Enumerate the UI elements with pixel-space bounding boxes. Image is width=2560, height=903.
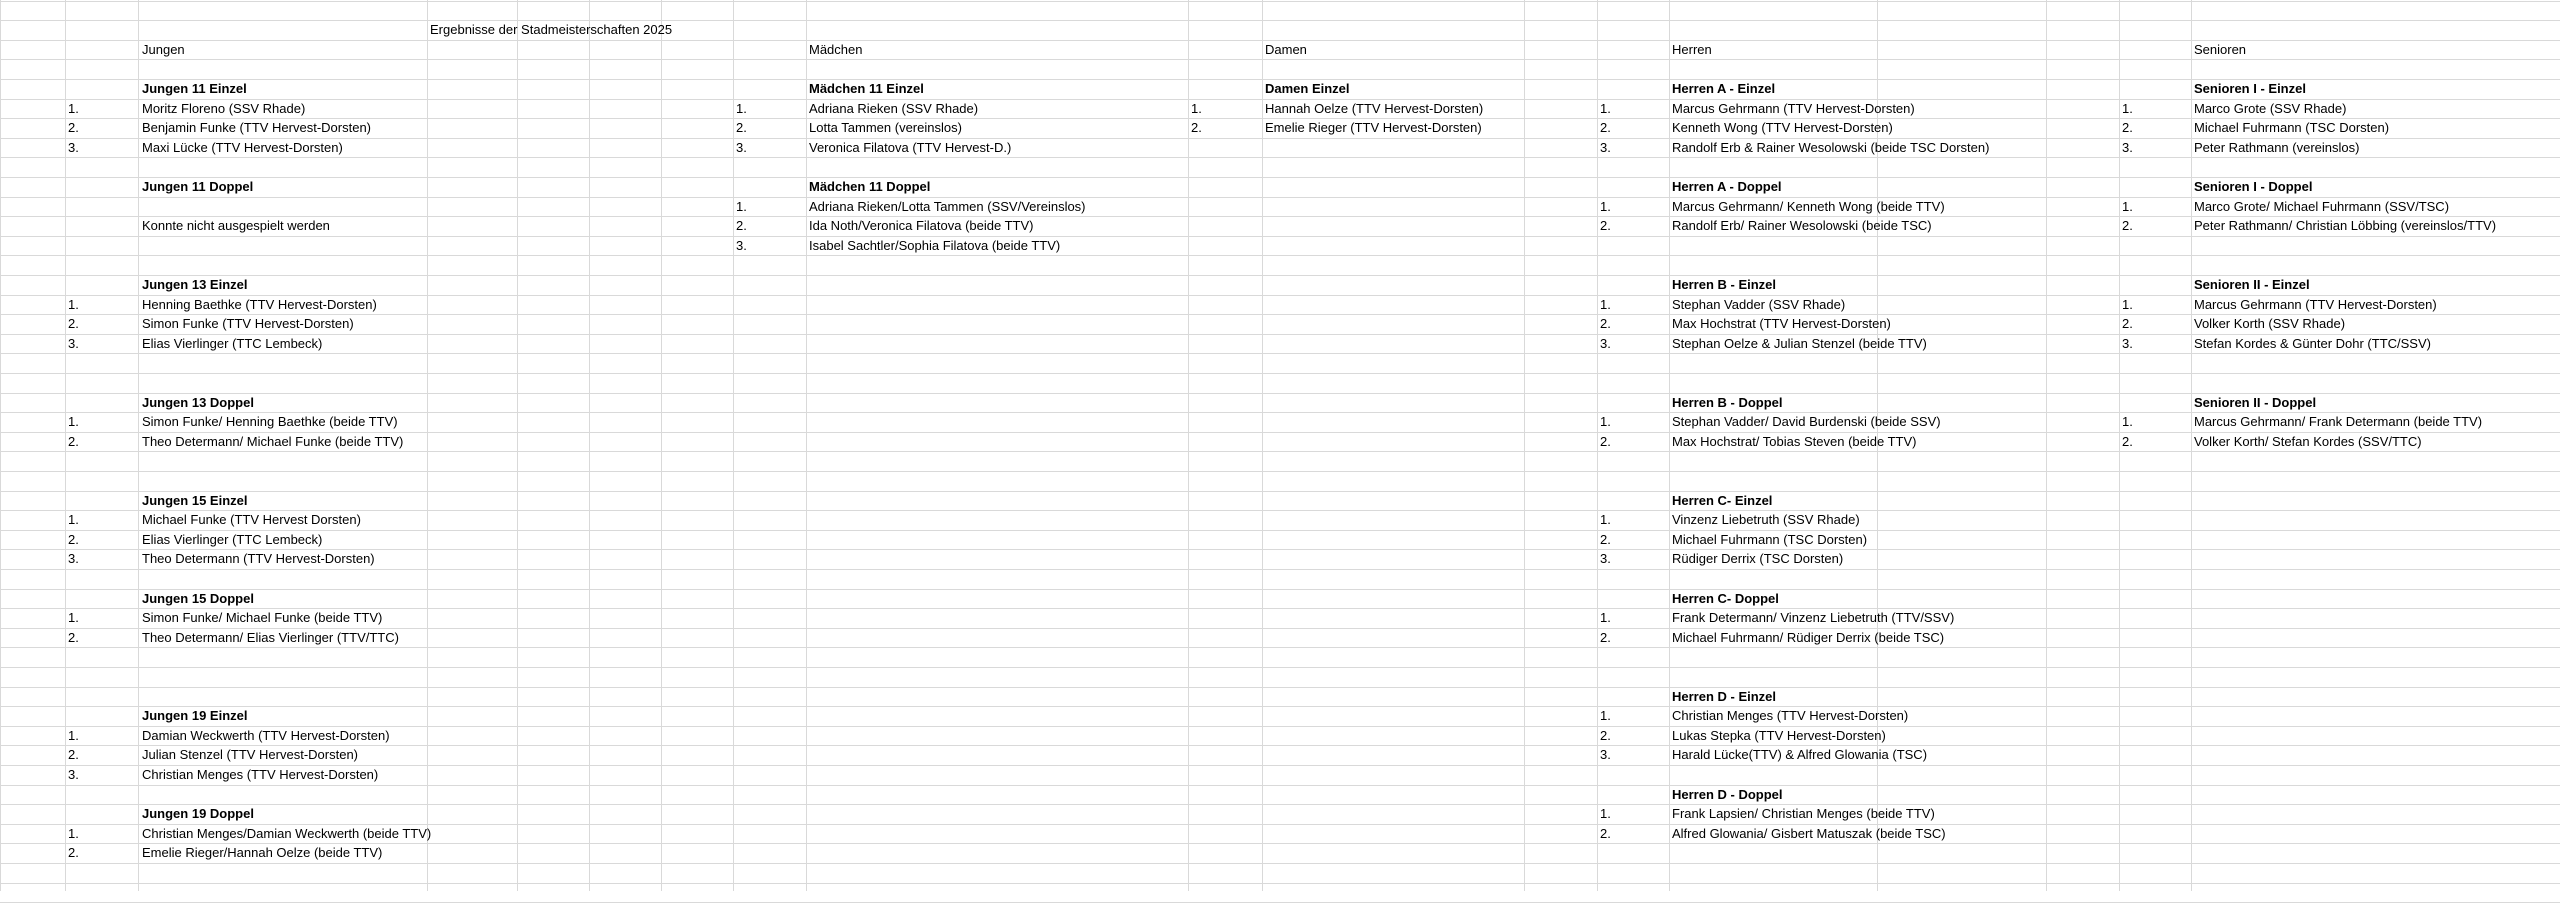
placement-rank[interactable]: 1.: [68, 296, 79, 312]
placement-name[interactable]: Ida Noth/Veronica Filatova (beide TTV): [809, 218, 1034, 234]
placement-rank[interactable]: 1.: [1600, 100, 1611, 116]
placement-rank[interactable]: 2.: [736, 218, 747, 234]
placement-name[interactable]: Volker Korth/ Stefan Kordes (SSV/TTC): [2194, 433, 2422, 449]
section-title[interactable]: Herren C- Einzel: [1672, 492, 1773, 508]
placement-name[interactable]: Marco Grote/ Michael Fuhrmann (SSV/TSC): [2194, 198, 2450, 214]
row-gridline: [0, 647, 2560, 648]
placement-name[interactable]: Emelie Rieger/Hannah Oelze (beide TTV): [142, 845, 383, 861]
row-gridline: [0, 177, 2560, 178]
row-gridline: [0, 216, 2560, 217]
placement-name[interactable]: Michael Fuhrmann (TSC Dorsten): [1672, 531, 1868, 547]
placement-rank[interactable]: 3.: [68, 766, 79, 782]
row-gridline: [0, 530, 2560, 531]
placement-name[interactable]: Stephan Vadder/ David Burdenski (beide SSV): [1672, 414, 1941, 430]
placement-name[interactable]: Volker Korth (SSV Rhade): [2194, 316, 2346, 332]
row-gridline: [0, 765, 2560, 766]
column-gridline: [517, 0, 518, 891]
placement-name[interactable]: Adriana Rieken/Lotta Tammen (SSV/Vereinslos): [809, 198, 1086, 214]
note-text[interactable]: Konnte nicht ausgespielt werden: [142, 218, 330, 234]
section-title[interactable]: Senioren II - Einzel: [2194, 276, 2310, 292]
column-gridline: [589, 0, 590, 891]
placement-name[interactable]: Damian Weckwerth (TTV Hervest-Dorsten): [142, 727, 390, 743]
category-header-damen[interactable]: Damen: [1265, 41, 1307, 57]
placement-name[interactable]: Stephan Vadder (SSV Rhade): [1672, 296, 1846, 312]
placement-name[interactable]: Christian Menges/Damian Weckwerth (beide TTV): [142, 825, 432, 841]
placement-name[interactable]: Harald Lücke(TTV) & Alfred Glowania (TSC): [1672, 747, 1928, 763]
placement-name[interactable]: Simon Funke/ Michael Funke (beide TTV): [142, 610, 383, 626]
category-header-maedchen[interactable]: Mädchen: [809, 41, 863, 57]
row-gridline: [0, 353, 2560, 354]
section-title[interactable]: Damen Einzel: [1265, 80, 1350, 96]
placement-rank[interactable]: 3.: [68, 139, 79, 155]
placement-name[interactable]: Elias Vierlinger (TTC Lembeck): [142, 335, 323, 351]
row-gridline: [0, 608, 2560, 609]
placement-rank[interactable]: 3.: [1600, 747, 1611, 763]
placement-rank[interactable]: 2.: [68, 747, 79, 763]
category-header-senioren[interactable]: Senioren: [2194, 41, 2247, 57]
placement-rank[interactable]: 1.: [68, 100, 79, 116]
sheet-title[interactable]: Ergebnisse der Stadmeisterschaften 2025: [430, 22, 673, 38]
row-gridline: [0, 706, 2560, 707]
row-gridline: [0, 451, 2560, 452]
placement-name[interactable]: Christian Menges (TTV Hervest-Dorsten): [1672, 708, 1909, 724]
placement-name[interactable]: Kenneth Wong (TTV Hervest-Dorsten): [1672, 120, 1893, 136]
section-title[interactable]: Mädchen 11 Doppel: [809, 178, 931, 194]
placement-name[interactable]: Randolf Erb/ Rainer Wesolowski (beide TSC): [1672, 218, 1932, 234]
column-gridline: [427, 0, 428, 891]
row-gridline: [0, 843, 2560, 844]
row-gridline: [0, 883, 2560, 884]
row-gridline: [0, 667, 2560, 668]
section-title[interactable]: Senioren I - Einzel: [2194, 80, 2306, 96]
placement-rank[interactable]: 1.: [2122, 198, 2133, 214]
section-title[interactable]: Jungen 19 Einzel: [142, 708, 248, 724]
section-title[interactable]: Jungen 15 Einzel: [142, 492, 248, 508]
placement-rank[interactable]: 3.: [736, 139, 747, 155]
placement-name[interactable]: Marcus Gehrmann (TTV Hervest-Dorsten): [1672, 100, 1915, 116]
row-gridline: [0, 295, 2560, 296]
row-gridline: [0, 687, 2560, 688]
placement-rank[interactable]: 1.: [1600, 198, 1611, 214]
placement-rank[interactable]: 2.: [68, 845, 79, 861]
placement-rank[interactable]: 1.: [2122, 414, 2133, 430]
column-gridline: [1524, 0, 1525, 891]
placement-rank[interactable]: 1.: [1600, 512, 1611, 528]
placement-rank[interactable]: 2.: [2122, 218, 2133, 234]
placement-rank[interactable]: 1.: [2122, 100, 2133, 116]
placement-rank[interactable]: 2.: [68, 531, 79, 547]
row-gridline: [0, 393, 2560, 394]
placement-name[interactable]: Max Hochstrat/ Tobias Steven (beide TTV): [1672, 433, 1917, 449]
placement-rank[interactable]: 1.: [736, 100, 747, 116]
placement-name[interactable]: Rüdiger Derrix (TSC Dorsten): [1672, 551, 1844, 567]
placement-rank[interactable]: 2.: [736, 120, 747, 136]
placement-name[interactable]: Theo Determann (TTV Hervest-Dorsten): [142, 551, 375, 567]
placement-rank[interactable]: 1.: [68, 610, 79, 626]
placement-name[interactable]: Adriana Rieken (SSV Rhade): [809, 100, 979, 116]
section-title[interactable]: Herren A - Einzel: [1672, 80, 1776, 96]
placement-name[interactable]: Max Hochstrat (TTV Hervest-Dorsten): [1672, 316, 1891, 332]
placement-rank[interactable]: 2.: [1600, 629, 1611, 645]
category-header-jungen[interactable]: Jungen: [142, 41, 185, 57]
placement-name[interactable]: Lukas Stepka (TTV Hervest-Dorsten): [1672, 727, 1886, 743]
placement-name[interactable]: Michael Fuhrmann/ Rüdiger Derrix (beide TSC): [1672, 629, 1945, 645]
placement-name[interactable]: Alfred Glowania/ Gisbert Matuszak (beide TSC): [1672, 825, 1946, 841]
row-gridline: [0, 471, 2560, 472]
placement-rank[interactable]: 2.: [1600, 825, 1611, 841]
placement-name[interactable]: Isabel Sachtler/Sophia Filatova (beide TTV): [809, 237, 1061, 253]
placement-rank[interactable]: 1.: [1600, 708, 1611, 724]
placement-name[interactable]: Julian Stenzel (TTV Hervest-Dorsten): [142, 747, 359, 763]
placement-rank[interactable]: 1.: [1600, 806, 1611, 822]
row-gridline: [0, 236, 2560, 237]
row-gridline: [0, 20, 2560, 21]
placement-rank[interactable]: 2.: [68, 433, 79, 449]
row-gridline: [0, 275, 2560, 276]
placement-name[interactable]: Veronica Filatova (TTV Hervest-D.): [809, 139, 1012, 155]
row-gridline: [0, 549, 2560, 550]
row-gridline: [0, 785, 2560, 786]
placement-rank[interactable]: 1.: [736, 198, 747, 214]
placement-name[interactable]: Randolf Erb & Rainer Wesolowski (beide TSC Dorsten): [1672, 139, 1990, 155]
section-title[interactable]: Herren D - Doppel: [1672, 786, 1783, 802]
row-gridline: [0, 863, 2560, 864]
placement-rank[interactable]: 3.: [1600, 335, 1611, 351]
row-gridline: [0, 138, 2560, 139]
placement-name[interactable]: Frank Determann/ Vinzenz Liebetruth (TTV/SSV): [1672, 610, 1955, 626]
section-title[interactable]: Senioren II - Doppel: [2194, 394, 2317, 410]
placement-name[interactable]: Simon Funke (TTV Hervest-Dorsten): [142, 316, 354, 332]
placement-rank[interactable]: 1.: [68, 727, 79, 743]
section-title[interactable]: Jungen 19 Doppel: [142, 806, 254, 822]
placement-rank[interactable]: 2.: [68, 120, 79, 136]
column-gridline: [138, 0, 139, 891]
placement-rank[interactable]: 2.: [1600, 218, 1611, 234]
column-gridline: [661, 0, 662, 891]
row-gridline: [0, 1, 2560, 2]
row-gridline: [0, 373, 2560, 374]
row-gridline: [0, 569, 2560, 570]
placement-name[interactable]: Christian Menges (TTV Hervest-Dorsten): [142, 766, 379, 782]
placement-name[interactable]: Moritz Floreno (SSV Rhade): [142, 100, 306, 116]
placement-name[interactable]: Peter Rathmann/ Christian Löbbing (vereinslos/TTV): [2194, 218, 2497, 234]
placement-rank[interactable]: 1.: [68, 414, 79, 430]
placement-name[interactable]: Theo Determann/ Elias Vierlinger (TTV/TTC): [142, 629, 399, 645]
section-title[interactable]: Herren D - Einzel: [1672, 688, 1777, 704]
row-gridline: [0, 255, 2560, 256]
placement-rank[interactable]: 2.: [68, 316, 79, 332]
section-title[interactable]: Herren A - Doppel: [1672, 178, 1782, 194]
placement-name[interactable]: Michael Funke (TTV Hervest Dorsten): [142, 512, 361, 528]
placement-rank[interactable]: 2.: [1191, 120, 1202, 136]
row-gridline: [0, 334, 2560, 335]
placement-name[interactable]: Vinzenz Liebetruth (SSV Rhade): [1672, 512, 1860, 528]
placement-rank[interactable]: 1.: [1600, 610, 1611, 626]
placement-name[interactable]: Marcus Gehrmann (TTV Hervest-Dorsten): [2194, 296, 2437, 312]
placement-rank[interactable]: 3.: [1600, 139, 1611, 155]
placement-name[interactable]: Henning Baethke (TTV Hervest-Dorsten): [142, 296, 377, 312]
section-title[interactable]: Jungen 15 Doppel: [142, 590, 254, 606]
placement-name[interactable]: Stefan Kordes & Günter Dohr (TTC/SSV): [2194, 335, 2431, 351]
placement-name[interactable]: Theo Determann/ Michael Funke (beide TTV): [142, 433, 404, 449]
placement-name[interactable]: Simon Funke/ Henning Baethke (beide TTV): [142, 414, 398, 430]
column-gridline: [2046, 0, 2047, 891]
section-title[interactable]: Herren B - Doppel: [1672, 394, 1783, 410]
placement-rank[interactable]: 1.: [68, 825, 79, 841]
placement-rank[interactable]: 2.: [1600, 316, 1611, 332]
row-gridline: [0, 589, 2560, 590]
placement-rank[interactable]: 3.: [1600, 551, 1611, 567]
column-gridline: [0, 0, 1, 891]
placement-rank[interactable]: 2.: [1600, 120, 1611, 136]
row-gridline: [0, 59, 2560, 60]
row-gridline: [0, 197, 2560, 198]
placement-rank[interactable]: 2.: [1600, 531, 1611, 547]
placement-rank[interactable]: 2.: [1600, 433, 1611, 449]
placement-rank[interactable]: 1.: [1600, 414, 1611, 430]
row-gridline: [0, 491, 2560, 492]
placement-rank[interactable]: 3.: [68, 551, 79, 567]
row-gridline: [0, 804, 2560, 805]
row-gridline: [0, 314, 2560, 315]
section-title[interactable]: Senioren I - Doppel: [2194, 178, 2313, 194]
placement-name[interactable]: Hannah Oelze (TTV Hervest-Dorsten): [1265, 100, 1484, 116]
placement-rank[interactable]: 2.: [2122, 120, 2133, 136]
placement-name[interactable]: Michael Fuhrmann (TSC Dorsten): [2194, 120, 2390, 136]
placement-name[interactable]: Peter Rathmann (vereinslos): [2194, 139, 2360, 155]
placement-rank[interactable]: 2.: [2122, 316, 2133, 332]
placement-rank[interactable]: 3.: [68, 335, 79, 351]
placement-rank[interactable]: 2.: [1600, 727, 1611, 743]
category-header-herren[interactable]: Herren: [1672, 41, 1712, 57]
placement-rank[interactable]: 1.: [2122, 296, 2133, 312]
section-title[interactable]: Mädchen 11 Einzel: [809, 80, 924, 96]
placement-name[interactable]: Marcus Gehrmann/ Kenneth Wong (beide TTV): [1672, 198, 1945, 214]
placement-rank[interactable]: 3.: [2122, 335, 2133, 351]
section-title[interactable]: Jungen 13 Doppel: [142, 394, 254, 410]
placement-rank[interactable]: 1.: [68, 512, 79, 528]
section-title[interactable]: Herren B - Einzel: [1672, 276, 1777, 292]
row-gridline: [0, 745, 2560, 746]
section-title[interactable]: Herren C- Doppel: [1672, 590, 1779, 606]
placement-name[interactable]: Maxi Lücke (TTV Hervest-Dorsten): [142, 139, 343, 155]
section-title[interactable]: Jungen 13 Einzel: [142, 276, 248, 292]
placement-rank[interactable]: 2.: [2122, 433, 2133, 449]
placement-name[interactable]: Elias Vierlinger (TTC Lembeck): [142, 531, 323, 547]
section-title[interactable]: Jungen 11 Einzel: [142, 80, 247, 96]
placement-name[interactable]: Emelie Rieger (TTV Hervest-Dorsten): [1265, 120, 1482, 136]
placement-name[interactable]: Stephan Oelze & Julian Stenzel (beide TTV): [1672, 335, 1927, 351]
placement-name[interactable]: Frank Lapsien/ Christian Menges (beide TTV): [1672, 806, 1935, 822]
placement-name[interactable]: Lotta Tammen (vereinslos): [809, 120, 962, 136]
section-title[interactable]: Jungen 11 Doppel: [142, 178, 254, 194]
row-gridline: [0, 510, 2560, 511]
row-gridline: [0, 157, 2560, 158]
placement-name[interactable]: Marco Grote (SSV Rhade): [2194, 100, 2347, 116]
placement-name[interactable]: Marcus Gehrmann/ Frank Determann (beide TTV): [2194, 414, 2483, 430]
placement-rank[interactable]: 1.: [1600, 296, 1611, 312]
placement-rank[interactable]: 3.: [2122, 139, 2133, 155]
placement-rank[interactable]: 2.: [68, 629, 79, 645]
placement-name[interactable]: Benjamin Funke (TTV Hervest-Dorsten): [142, 120, 372, 136]
placement-rank[interactable]: 1.: [1191, 100, 1202, 116]
placement-rank[interactable]: 3.: [736, 237, 747, 253]
